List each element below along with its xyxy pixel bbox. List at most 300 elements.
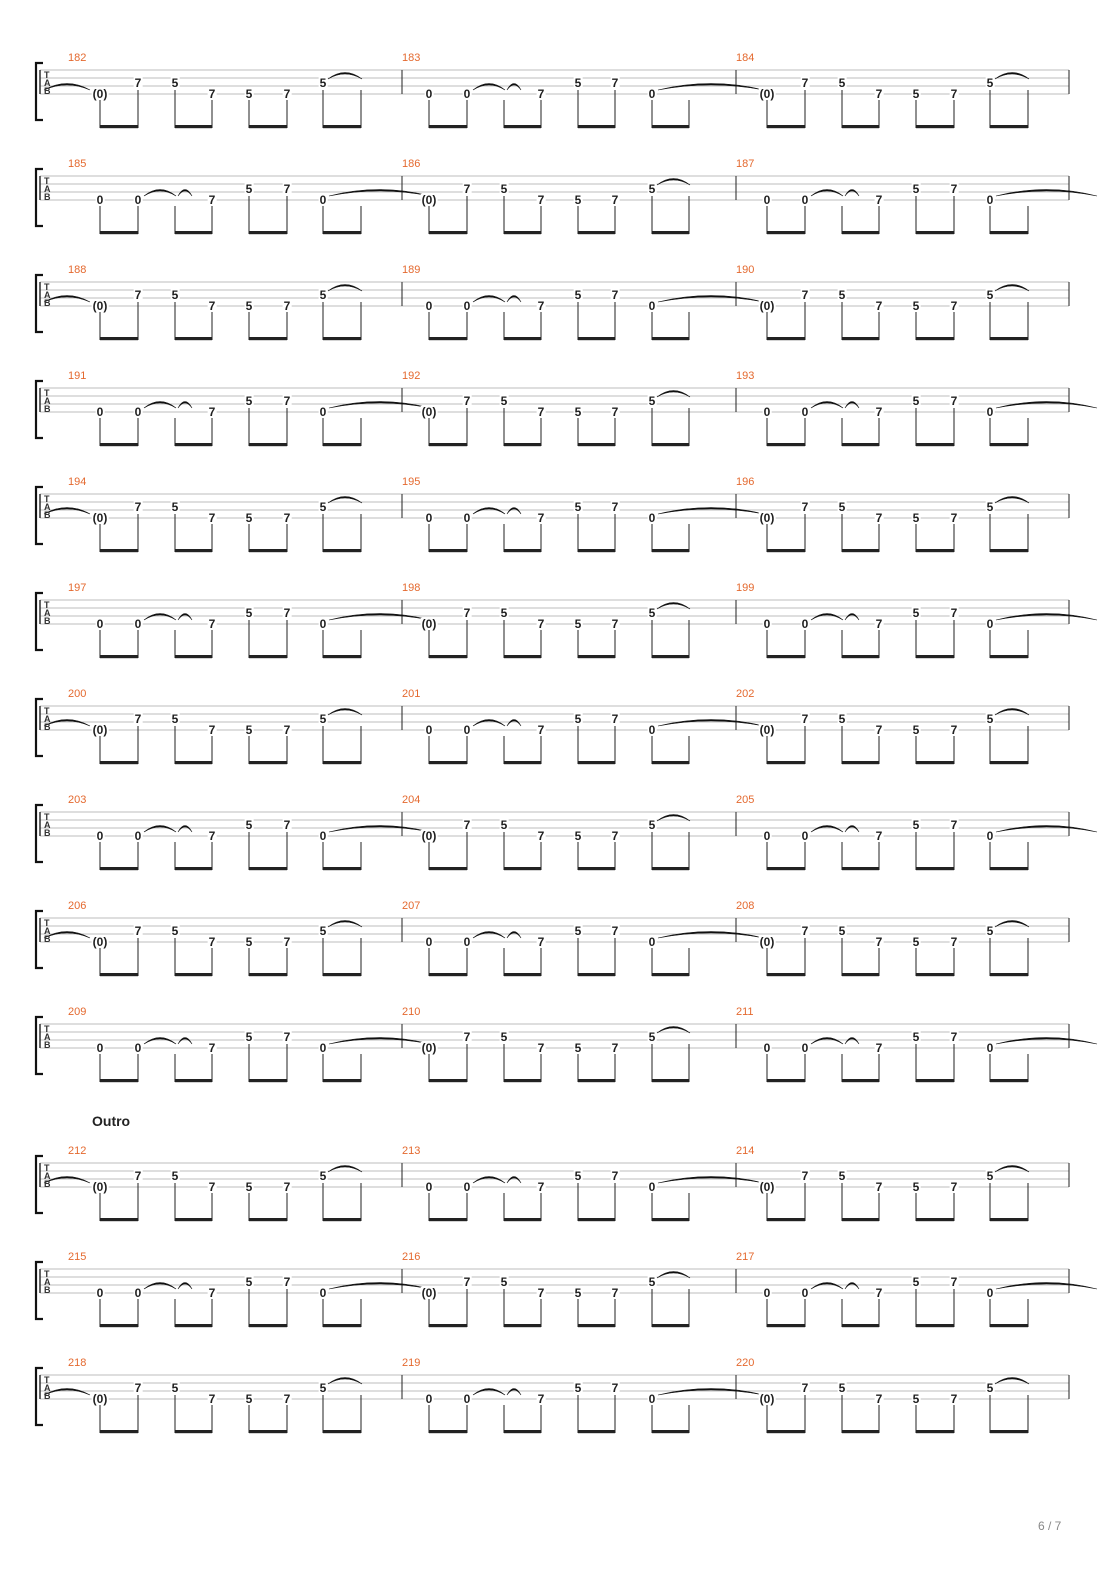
- fret-number: (0): [759, 935, 775, 949]
- tie: [178, 1283, 192, 1290]
- fret-number: (0): [421, 405, 437, 419]
- bar-number: 189: [402, 264, 421, 276]
- fret-number: 5: [574, 288, 582, 302]
- tie: [329, 402, 430, 409]
- beam: [175, 1079, 212, 1082]
- fret-number: 5: [245, 723, 253, 737]
- fret-number: 5: [986, 924, 994, 938]
- fret-number: 5: [245, 394, 253, 408]
- fret-number: 5: [838, 924, 846, 938]
- tie: [144, 826, 176, 833]
- fret-number: 7: [875, 935, 883, 949]
- fret-number: 0: [463, 723, 471, 737]
- tie: [144, 1038, 176, 1045]
- fret-number: 5: [648, 818, 656, 832]
- fret-number: 5: [171, 500, 179, 514]
- fret-number: 7: [537, 723, 545, 737]
- beam: [504, 1324, 541, 1327]
- beam: [100, 1324, 138, 1327]
- fret-number: 7: [537, 1392, 545, 1406]
- beam: [100, 231, 138, 234]
- fret-number: 7: [875, 723, 883, 737]
- fret-number: 5: [319, 1381, 327, 1395]
- beam: [175, 231, 212, 234]
- fret-number: 5: [245, 182, 253, 196]
- tie: [658, 1177, 764, 1184]
- fret-number: 7: [463, 182, 471, 196]
- fret-number: 7: [875, 299, 883, 313]
- tab-clef-letter: A: [44, 396, 51, 406]
- fret-number: 0: [648, 511, 656, 525]
- beam: [175, 1430, 212, 1433]
- tie: [329, 1283, 430, 1290]
- fret-number: 0: [648, 1392, 656, 1406]
- fret-number: 0: [425, 87, 433, 101]
- fret-number: 0: [801, 1041, 809, 1055]
- fret-number: 0: [134, 829, 142, 843]
- tie: [178, 190, 192, 197]
- beam: [429, 231, 467, 234]
- bar-number: 199: [736, 582, 755, 594]
- beam: [175, 443, 212, 446]
- fret-number: (0): [759, 723, 775, 737]
- fret-number: 7: [134, 712, 142, 726]
- staff-graphics: [0, 50, 1110, 135]
- tie: [473, 932, 505, 939]
- beam: [652, 1218, 689, 1221]
- tie: [144, 190, 176, 197]
- beam: [842, 231, 879, 234]
- fret-number: 5: [319, 76, 327, 90]
- beam: [249, 125, 287, 128]
- fret-number: 5: [838, 288, 846, 302]
- fret-number: 7: [283, 1180, 291, 1194]
- fret-number: 5: [838, 1169, 846, 1183]
- fret-number: 0: [801, 617, 809, 631]
- fret-number: 5: [171, 712, 179, 726]
- fret-number: 0: [986, 193, 994, 207]
- beam: [916, 231, 954, 234]
- fret-number: 5: [574, 405, 582, 419]
- tab-clef-letter: B: [44, 298, 51, 308]
- fret-number: 5: [574, 193, 582, 207]
- tie: [811, 1283, 843, 1290]
- beam: [916, 549, 954, 552]
- fret-number: 5: [245, 818, 253, 832]
- tab-clef-letter: A: [44, 714, 51, 724]
- beam: [504, 867, 541, 870]
- fret-number: 0: [96, 1041, 104, 1055]
- fret-number: 0: [425, 935, 433, 949]
- beam: [429, 1079, 467, 1082]
- beam: [916, 1218, 954, 1221]
- fret-number: (0): [92, 299, 108, 313]
- fret-number: 0: [801, 405, 809, 419]
- tab-clef-letter: B: [44, 192, 51, 202]
- bar-number: 210: [402, 1006, 421, 1018]
- beam: [767, 655, 805, 658]
- bar-number: 182: [68, 52, 87, 64]
- fret-number: 5: [912, 935, 920, 949]
- beam: [990, 655, 1028, 658]
- tab-clef-letter: T: [44, 70, 50, 80]
- fret-number: 7: [611, 924, 619, 938]
- fret-number: 5: [574, 924, 582, 938]
- staff-graphics: [0, 368, 1110, 453]
- beam: [842, 867, 879, 870]
- staff-graphics: [0, 156, 1110, 241]
- fret-number: 0: [763, 1041, 771, 1055]
- fret-number: 7: [611, 1169, 619, 1183]
- beam: [842, 973, 879, 976]
- beam: [916, 1430, 954, 1433]
- beam: [652, 125, 689, 128]
- fret-number: 7: [537, 1286, 545, 1300]
- tab-clef-letter: T: [44, 600, 50, 610]
- tab-system: [0, 1004, 1110, 1089]
- fret-number: 7: [283, 818, 291, 832]
- tab-system: [0, 474, 1110, 559]
- tab-clef-letter: T: [44, 706, 50, 716]
- beam: [504, 337, 541, 340]
- beam: [990, 549, 1028, 552]
- beam: [842, 1218, 879, 1221]
- bar-number: 193: [736, 370, 755, 382]
- staff-graphics: [0, 686, 1110, 771]
- beam: [578, 761, 615, 764]
- fret-number: 0: [463, 87, 471, 101]
- tab-system: [0, 50, 1110, 135]
- fret-number: 7: [611, 1041, 619, 1055]
- tie: [996, 1038, 1097, 1045]
- fret-number: 0: [648, 723, 656, 737]
- fret-number: 7: [208, 299, 216, 313]
- beam: [916, 125, 954, 128]
- fret-number: (0): [421, 829, 437, 843]
- fret-number: 0: [986, 405, 994, 419]
- beam: [249, 867, 287, 870]
- tie: [845, 1283, 859, 1290]
- fret-number: 5: [986, 712, 994, 726]
- beam: [767, 973, 805, 976]
- beam: [323, 1324, 361, 1327]
- beam: [100, 125, 138, 128]
- tie: [144, 614, 176, 621]
- beam: [100, 443, 138, 446]
- fret-number: 7: [208, 723, 216, 737]
- fret-number: 0: [134, 1041, 142, 1055]
- bar-number: 220: [736, 1357, 755, 1369]
- beam: [504, 125, 541, 128]
- fret-number: 7: [208, 1041, 216, 1055]
- beam: [990, 125, 1028, 128]
- beam: [323, 973, 361, 976]
- fret-number: 0: [134, 405, 142, 419]
- bar-number: 204: [402, 794, 421, 806]
- fret-number: 7: [801, 76, 809, 90]
- tab-clef-letter: B: [44, 1285, 51, 1295]
- bar-number: 209: [68, 1006, 87, 1018]
- beam: [578, 655, 615, 658]
- beam: [990, 1430, 1028, 1433]
- beam: [578, 1324, 615, 1327]
- beam: [990, 973, 1028, 976]
- tie: [507, 296, 521, 303]
- fret-number: 7: [208, 1180, 216, 1194]
- tab-clef-letter: A: [44, 502, 51, 512]
- fret-number: 5: [912, 606, 920, 620]
- fret-number: 7: [950, 299, 958, 313]
- beam: [504, 655, 541, 658]
- tab-clef-letter: T: [44, 282, 50, 292]
- fret-number: 0: [801, 1286, 809, 1300]
- beam: [767, 337, 805, 340]
- beam: [578, 1430, 615, 1433]
- fret-number: 0: [763, 405, 771, 419]
- fret-number: 7: [208, 829, 216, 843]
- tab-clef-letter: B: [44, 1179, 51, 1189]
- bar-number: 206: [68, 900, 87, 912]
- fret-number: 7: [283, 935, 291, 949]
- beam: [249, 1218, 287, 1221]
- fret-number: 5: [319, 1169, 327, 1183]
- tab-clef-letter: T: [44, 388, 50, 398]
- beam: [652, 443, 689, 446]
- fret-number: 0: [96, 829, 104, 843]
- fret-number: (0): [421, 1041, 437, 1055]
- bar-number: 198: [402, 582, 421, 594]
- beam: [175, 973, 212, 976]
- beam: [652, 867, 689, 870]
- tab-clef-letter: T: [44, 1269, 50, 1279]
- beam: [767, 867, 805, 870]
- fret-number: 0: [763, 193, 771, 207]
- fret-number: 5: [574, 76, 582, 90]
- tie: [658, 1389, 764, 1396]
- fret-number: 0: [319, 829, 327, 843]
- tie: [658, 296, 764, 303]
- bar-number: 205: [736, 794, 755, 806]
- fret-number: 5: [319, 924, 327, 938]
- beam: [429, 1324, 467, 1327]
- fret-number: 5: [838, 500, 846, 514]
- beam: [504, 1079, 541, 1082]
- beam: [175, 1324, 212, 1327]
- fret-number: 7: [463, 394, 471, 408]
- fret-number: 7: [801, 1381, 809, 1395]
- fret-number: 7: [283, 87, 291, 101]
- beam: [429, 125, 467, 128]
- fret-number: 5: [986, 1381, 994, 1395]
- fret-number: 7: [134, 924, 142, 938]
- tab-clef-letter: A: [44, 608, 51, 618]
- fret-number: 7: [950, 606, 958, 620]
- beam: [916, 761, 954, 764]
- staff-graphics: [0, 792, 1110, 877]
- bar-number: 207: [402, 900, 421, 912]
- beam: [249, 337, 287, 340]
- tie: [845, 402, 859, 409]
- beam: [323, 867, 361, 870]
- fret-number: 0: [425, 1392, 433, 1406]
- tie: [996, 402, 1097, 409]
- tab-system: [0, 580, 1110, 665]
- tab-clef-letter: B: [44, 722, 51, 732]
- fret-number: 7: [875, 829, 883, 843]
- beam: [249, 549, 287, 552]
- fret-number: 0: [986, 829, 994, 843]
- beam: [175, 761, 212, 764]
- beam: [249, 443, 287, 446]
- fret-number: 5: [500, 182, 508, 196]
- tab-system: [0, 898, 1110, 983]
- beam: [175, 337, 212, 340]
- beam: [916, 655, 954, 658]
- fret-number: 7: [208, 193, 216, 207]
- beam: [990, 337, 1028, 340]
- staff-graphics: [0, 1355, 1110, 1440]
- fret-number: 7: [208, 935, 216, 949]
- fret-number: 5: [574, 500, 582, 514]
- tie: [329, 826, 430, 833]
- fret-number: 7: [208, 405, 216, 419]
- beam: [767, 1079, 805, 1082]
- beam: [100, 1430, 138, 1433]
- fret-number: (0): [421, 617, 437, 631]
- fret-number: 5: [912, 1030, 920, 1044]
- fret-number: 7: [463, 1030, 471, 1044]
- fret-number: 7: [875, 511, 883, 525]
- tab-system: [0, 1355, 1110, 1440]
- beam: [100, 973, 138, 976]
- fret-number: 7: [801, 712, 809, 726]
- fret-number: 7: [801, 500, 809, 514]
- bar-number: 218: [68, 1357, 87, 1369]
- fret-number: 0: [319, 405, 327, 419]
- tie: [658, 932, 764, 939]
- beam: [429, 761, 467, 764]
- fret-number: 0: [425, 299, 433, 313]
- tie: [996, 190, 1097, 197]
- beam: [578, 867, 615, 870]
- tab-clef-letter: B: [44, 934, 51, 944]
- tab-system: [0, 262, 1110, 347]
- bar-number: 203: [68, 794, 87, 806]
- bar-number: 216: [402, 1251, 421, 1263]
- beam: [916, 1079, 954, 1082]
- fret-number: 5: [648, 1275, 656, 1289]
- fret-number: 5: [912, 1275, 920, 1289]
- fret-number: 0: [463, 299, 471, 313]
- beam: [990, 1079, 1028, 1082]
- fret-number: 5: [912, 394, 920, 408]
- beam: [916, 443, 954, 446]
- fret-number: 5: [574, 617, 582, 631]
- beam: [842, 761, 879, 764]
- tab-clef-letter: A: [44, 184, 51, 194]
- tie: [507, 932, 521, 939]
- bar-number: 202: [736, 688, 755, 700]
- fret-number: 0: [463, 1180, 471, 1194]
- fret-number: 5: [574, 1041, 582, 1055]
- fret-number: 5: [171, 76, 179, 90]
- tie: [811, 190, 843, 197]
- fret-number: 0: [986, 617, 994, 631]
- beam: [323, 1079, 361, 1082]
- fret-number: 5: [500, 606, 508, 620]
- fret-number: 7: [950, 511, 958, 525]
- fret-number: 7: [283, 394, 291, 408]
- beam: [652, 1324, 689, 1327]
- fret-number: 7: [537, 617, 545, 631]
- fret-number: (0): [421, 193, 437, 207]
- tie: [658, 84, 764, 91]
- beam: [504, 761, 541, 764]
- fret-number: 7: [208, 511, 216, 525]
- fret-number: (0): [92, 87, 108, 101]
- fret-number: 5: [245, 87, 253, 101]
- fret-number: 7: [611, 193, 619, 207]
- beam: [990, 867, 1028, 870]
- fret-number: 5: [500, 394, 508, 408]
- fret-number: 5: [986, 76, 994, 90]
- beam: [100, 1218, 138, 1221]
- fret-number: 5: [171, 288, 179, 302]
- beam: [767, 1218, 805, 1221]
- tab-system: [0, 792, 1110, 877]
- fret-number: (0): [421, 1286, 437, 1300]
- bar-number: 197: [68, 582, 87, 594]
- fret-number: 7: [208, 1286, 216, 1300]
- tab-system: [0, 368, 1110, 453]
- beam: [990, 1218, 1028, 1221]
- fret-number: 7: [611, 288, 619, 302]
- tie: [811, 826, 843, 833]
- fret-number: 7: [611, 829, 619, 843]
- fret-number: 5: [912, 511, 920, 525]
- beam: [578, 443, 615, 446]
- fret-number: 7: [537, 511, 545, 525]
- tie: [811, 402, 843, 409]
- fret-number: 7: [611, 1381, 619, 1395]
- bar-number: 211: [736, 1006, 754, 1018]
- fret-number: (0): [92, 511, 108, 525]
- beam: [767, 125, 805, 128]
- fret-number: 5: [648, 606, 656, 620]
- fret-number: (0): [759, 511, 775, 525]
- bar-number: 183: [402, 52, 421, 64]
- beam: [767, 231, 805, 234]
- fret-number: 0: [96, 405, 104, 419]
- bar-number: 195: [402, 476, 421, 488]
- tie: [178, 402, 192, 409]
- fret-number: (0): [759, 1392, 775, 1406]
- fret-number: 7: [134, 288, 142, 302]
- tab-clef-letter: B: [44, 616, 51, 626]
- tie: [473, 508, 505, 515]
- fret-number: 5: [171, 924, 179, 938]
- beam: [578, 231, 615, 234]
- fret-number: 7: [875, 193, 883, 207]
- beam: [578, 973, 615, 976]
- beam: [652, 973, 689, 976]
- fret-number: 5: [245, 299, 253, 313]
- beam: [249, 655, 287, 658]
- beam: [578, 549, 615, 552]
- fret-number: 0: [134, 617, 142, 631]
- tie: [178, 1038, 192, 1045]
- tab-clef-letter: A: [44, 1171, 51, 1181]
